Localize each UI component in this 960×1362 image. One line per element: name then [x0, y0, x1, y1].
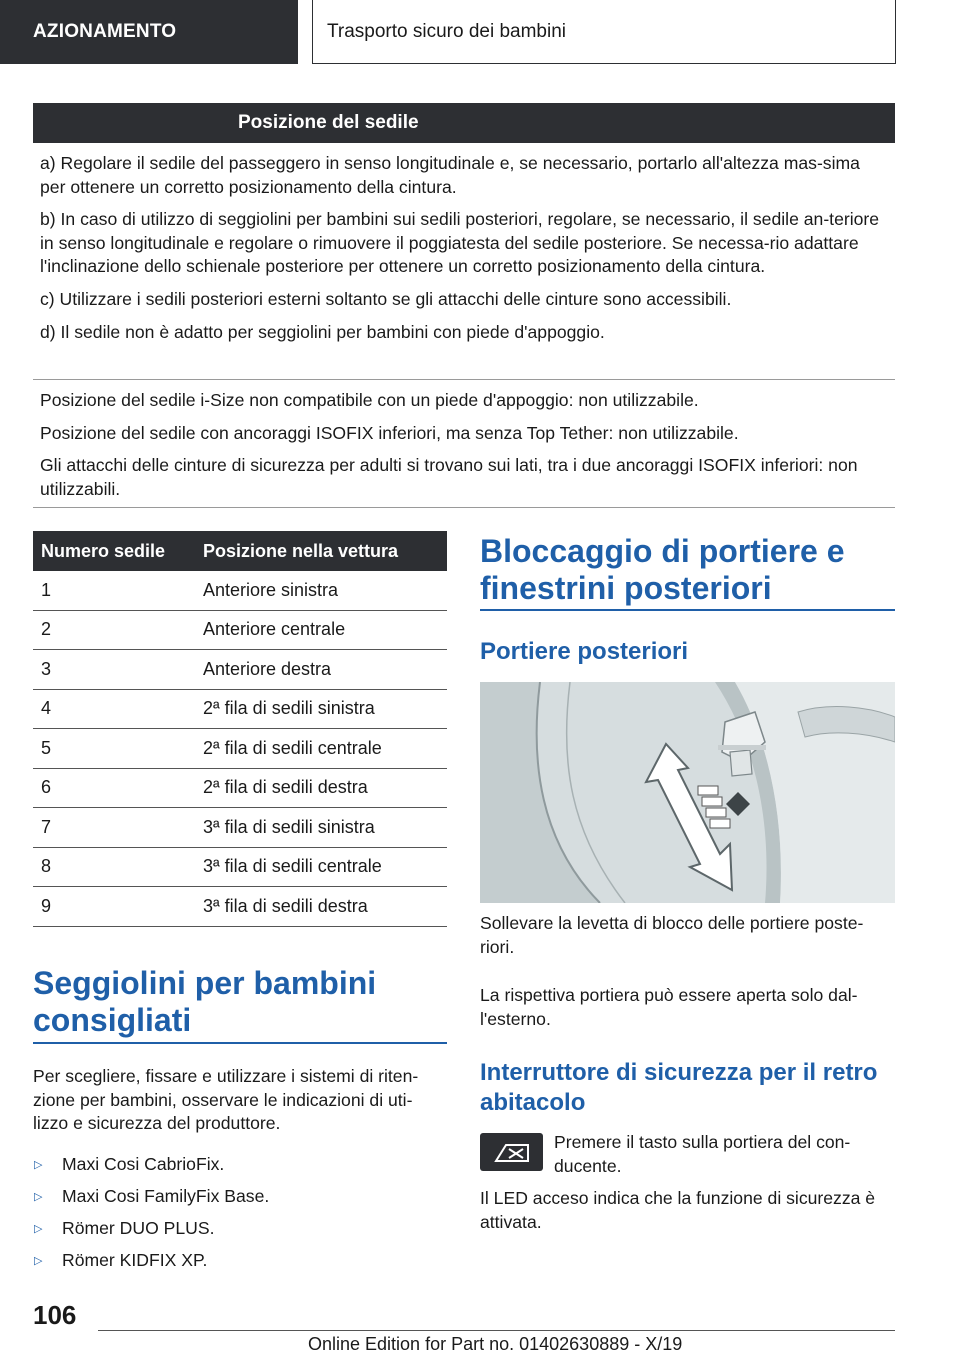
note-isize: Posizione del sedile i-Size non compatibile con un piede d'appoggio: non utilizzabile. [40, 390, 699, 410]
seat-number: 3 [33, 650, 195, 690]
child-lock-button-icon [480, 1133, 543, 1171]
seat-location: 3ª fila di sedili destra [195, 887, 447, 927]
table-row [33, 610, 447, 650]
recommended-list [33, 1148, 447, 1276]
bullet-triangle-icon: ▷ [34, 1190, 43, 1203]
divider [33, 507, 895, 508]
footer-edition: Online Edition for Part no. 01402630889 - X/19 [308, 1334, 683, 1354]
seat-location: Anteriore sinistra [195, 571, 447, 610]
seat-number: 7 [33, 808, 195, 848]
chapter-tab [312, 0, 896, 64]
list-item [33, 1148, 447, 1180]
seat-number: 5 [33, 729, 195, 769]
seat-location: 2ª fila di sedili destra [195, 768, 447, 808]
locking-heading-block [480, 533, 894, 607]
seat-position-header [33, 103, 895, 143]
seat-table [33, 531, 447, 927]
seat-location: 3ª fila di sedili sinistra [195, 808, 447, 848]
section-title: AZIONAMENTO [33, 21, 177, 42]
window-lock-icon [492, 1139, 532, 1165]
list-item [33, 1180, 447, 1212]
section-tab [0, 0, 298, 64]
switch-heading: Interruttore di sicurezza per il retro abitacolo [480, 1059, 878, 1116]
table-header-row [33, 531, 447, 571]
divider [33, 379, 895, 380]
table-row [33, 729, 447, 769]
locking-heading: Bloccaggio di portiere e finestrini posteriori [480, 533, 845, 606]
list-item-label: Maxi Cosi CabrioFix. [62, 1153, 225, 1174]
note-b: b) In caso di utilizzo di seggiolini per bambini sui sedili posteriori, regolare, se necessario, il sedile an-teriore in senso longitudinale e regolare o rimuovere il poggiatesta del sedile posteriore. Se necessa-rio adattare l'inclinazione dello schienale posteriore per ottenere un corretto posizionamento della cintura. [40, 209, 880, 277]
door-lock-illustration [480, 682, 895, 903]
table-row [33, 808, 447, 848]
seat-number: 2 [33, 610, 195, 650]
note-belt: Gli attacchi delle cinture di sicurezza per adulti si trovano sui lati, tra i due ancoraggi ISOFIX inferiori: non utilizzabili. [40, 455, 858, 499]
bullet-triangle-icon: ▷ [34, 1222, 43, 1235]
seat-location: 2ª fila di sedili centrale [195, 729, 447, 769]
table-row [33, 768, 447, 808]
column-header: Posizione nella vettura [195, 531, 447, 571]
seat-notes [40, 152, 890, 353]
seat-location: 2ª fila di sedili sinistra [195, 689, 447, 729]
table-row [33, 847, 447, 887]
footer-rule [98, 1330, 895, 1331]
rear-door-lock-illustration [480, 682, 895, 903]
column-header: Numero sedile [33, 531, 195, 571]
seat-notes-2 [40, 389, 890, 510]
heading-rule [480, 609, 895, 611]
seat-position-title: Posizione del sedile [238, 112, 419, 133]
note-isofix: Posizione del sedile con ancoraggi ISOFIX inferiori, ma senza Top Tether: non utilizzabile. [40, 422, 739, 443]
table-row [33, 650, 447, 690]
rear-doors-instruction: Sollevare la levetta di blocco delle portiere poste-riori. [480, 913, 864, 957]
recommended-heading-block [33, 965, 447, 1039]
rear-doors-heading: Portiere posteriori [480, 638, 689, 665]
note-a: a) Regolare il sedile del passeggero in senso longitudinale e, se necessario, portarlo all'altezza mas-sima per ottenere un corretto posizionamento della cintura. [40, 153, 860, 197]
heading-rule [33, 1042, 447, 1044]
seat-number: 6 [33, 768, 195, 808]
chapter-title: Trasporto sicuro dei bambini [327, 20, 567, 42]
page-number: 106 [33, 1300, 77, 1330]
seat-number: 9 [33, 887, 195, 927]
seat-location: Anteriore destra [195, 650, 447, 690]
switch-heading-block [480, 1058, 894, 1118]
rear-doors-note: La rispettiva portiera può essere aperta solo dal-l'esterno. [480, 985, 858, 1029]
recommended-intro: Per scegliere, fissare e utilizzare i sistemi di riten-zione per bambini, osservare le indicazioni di uti-lizzo e sicurezza del produttore. [33, 1066, 419, 1133]
list-item-label: Römer DUO PLUS. [62, 1217, 215, 1238]
seat-number: 4 [33, 689, 195, 729]
switch-instruction: Premere il tasto sulla portiera del con-ducente. [554, 1132, 851, 1176]
note-c: c) Utilizzare i sedili posteriori esterni soltanto se gli attacchi delle cinture sono accessibili. [40, 288, 732, 309]
list-item [33, 1244, 447, 1276]
rear-doors-heading-block [480, 637, 894, 667]
table-row [33, 571, 447, 610]
table-row [33, 887, 447, 927]
seat-number: 8 [33, 847, 195, 887]
bullet-triangle-icon: ▷ [34, 1158, 43, 1171]
bullet-triangle-icon: ▷ [34, 1254, 43, 1267]
seat-location: Anteriore centrale [195, 610, 447, 650]
table-row [33, 689, 447, 729]
list-item [33, 1212, 447, 1244]
note-d: d) Il sedile non è adatto per seggiolini per bambini con piede d'appoggio. [40, 321, 605, 342]
switch-led-note: Il LED acceso indica che la funzione di sicurezza è attivata. [480, 1188, 876, 1232]
list-item-label: Römer KIDFIX XP. [62, 1249, 208, 1270]
recommended-heading: Seggiolini per bambini consigliati [33, 965, 377, 1038]
list-item-label: Maxi Cosi FamilyFix Base. [62, 1185, 270, 1206]
seat-number: 1 [33, 571, 195, 610]
seat-location: 3ª fila di sedili centrale [195, 847, 447, 887]
